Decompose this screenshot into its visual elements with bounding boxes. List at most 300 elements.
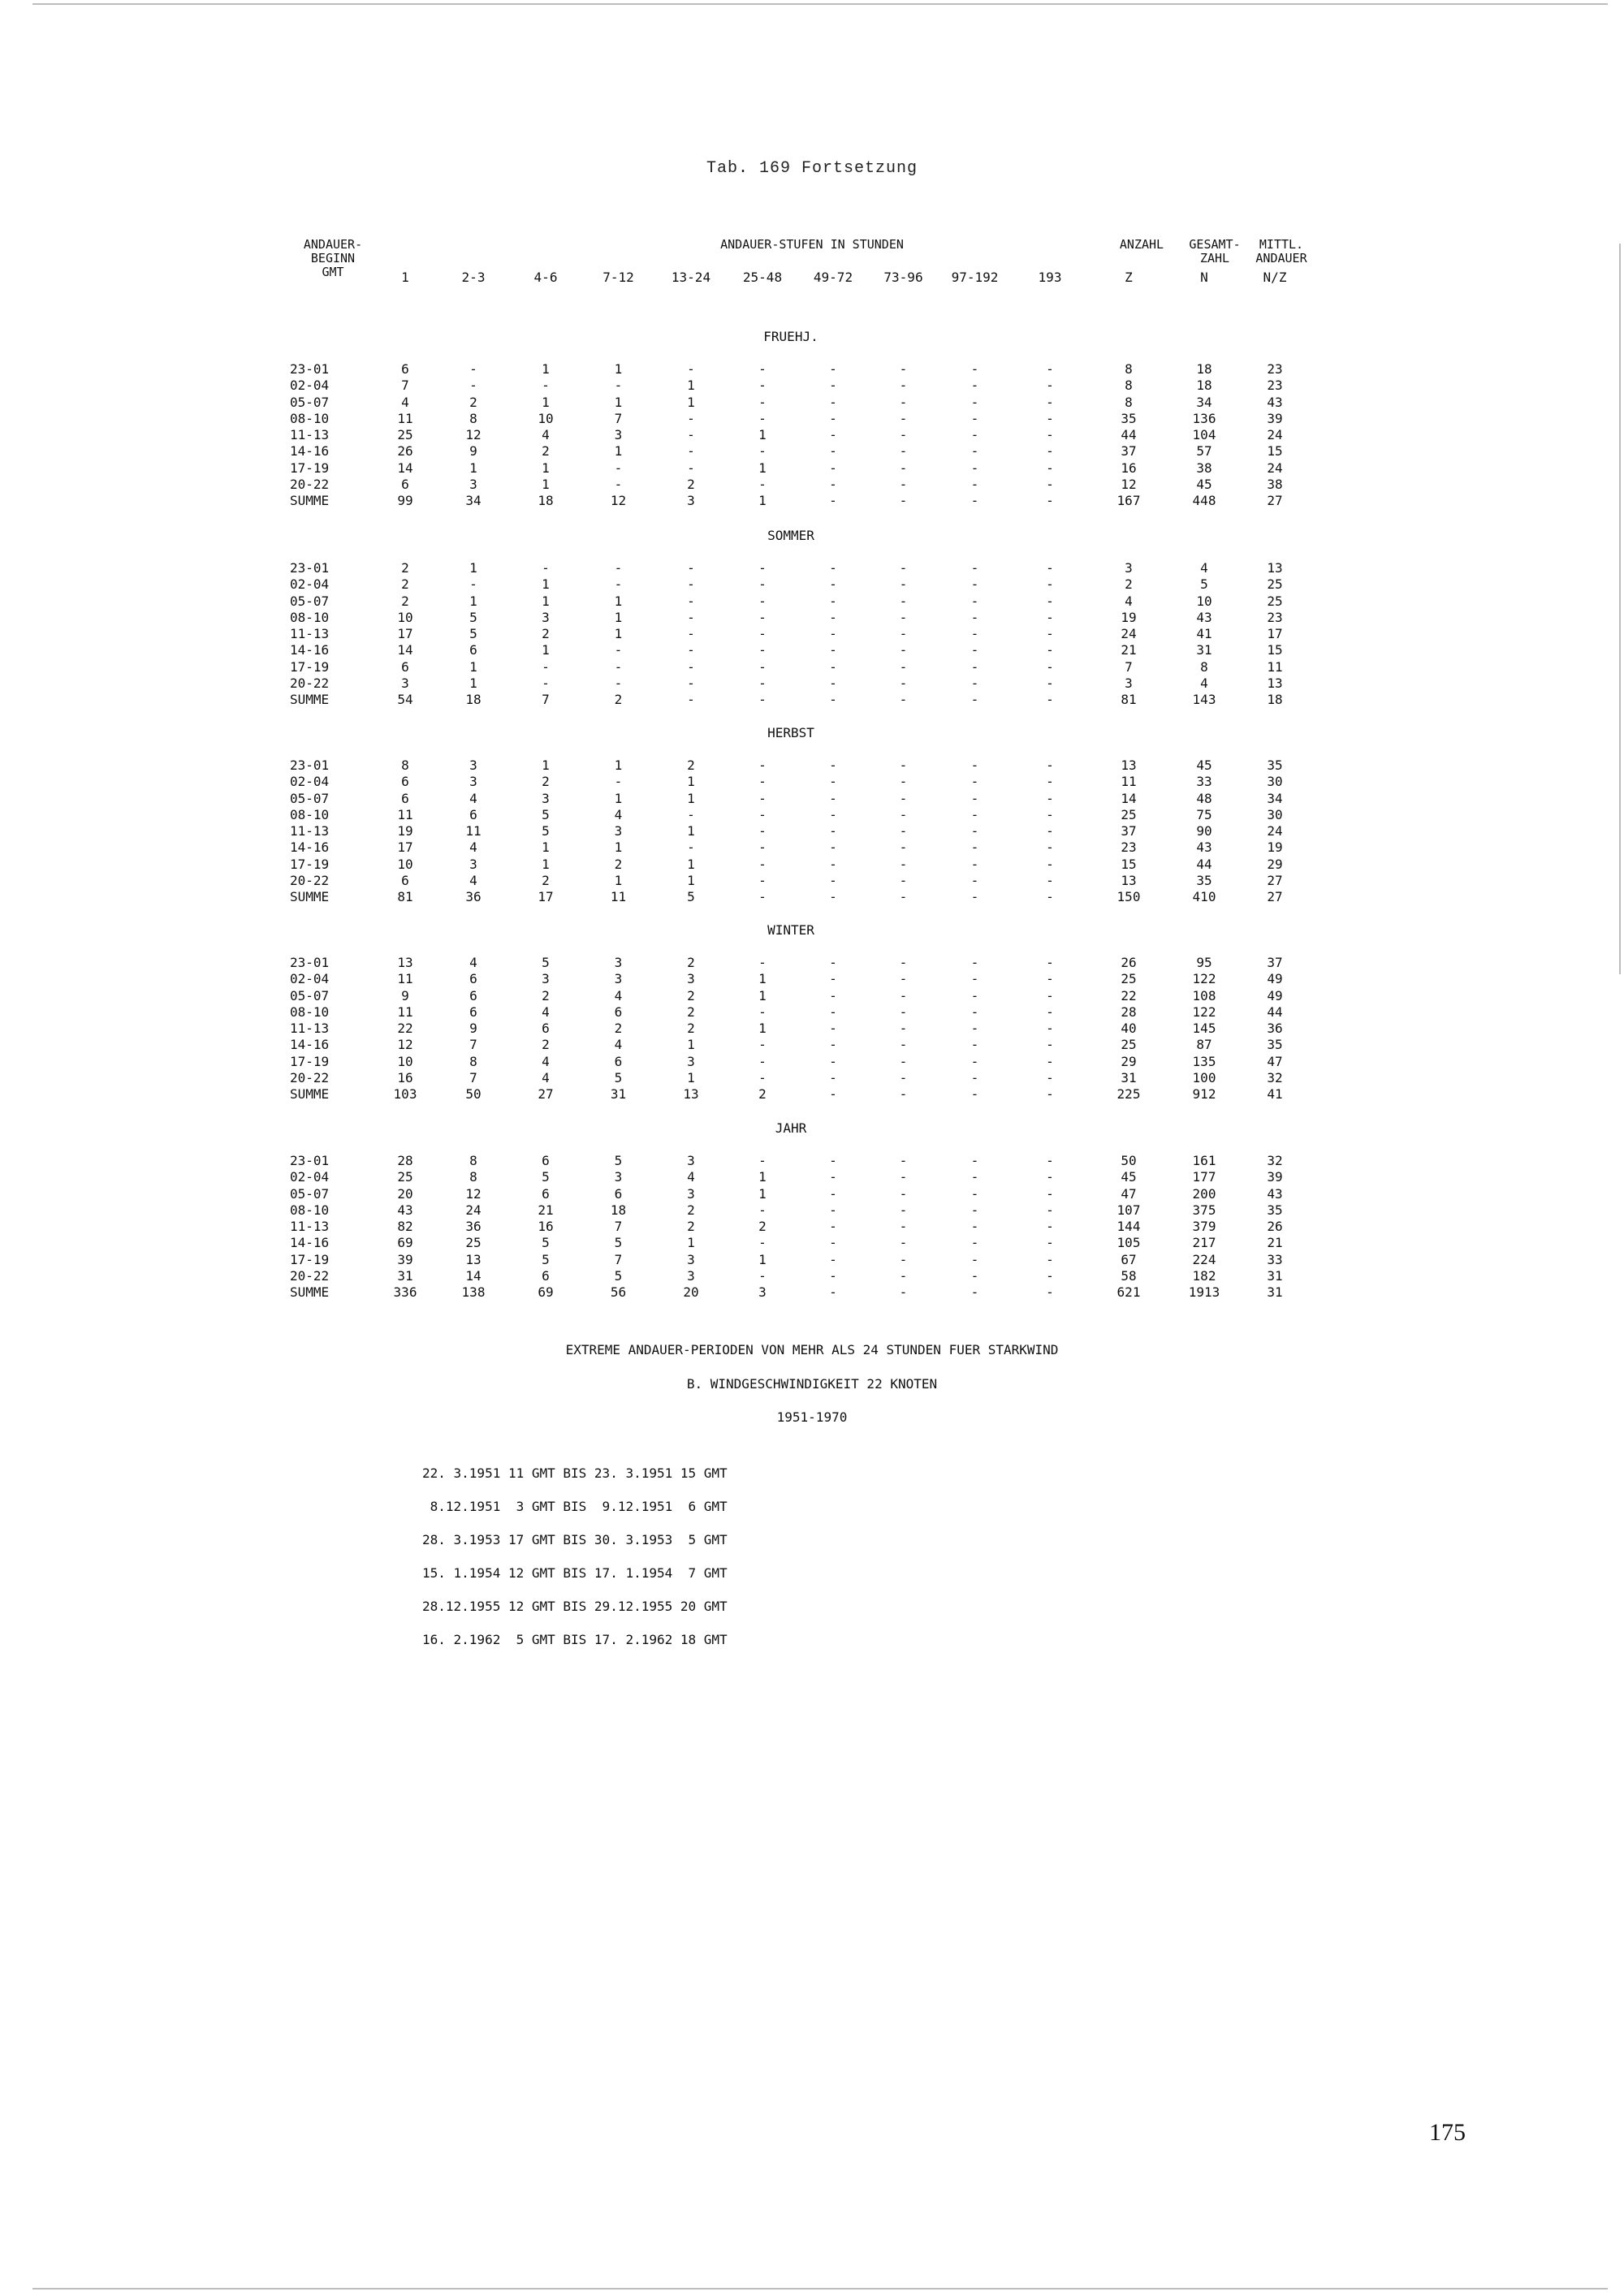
table-cell: 90 xyxy=(1196,823,1212,839)
table-cell: - xyxy=(899,1202,908,1218)
table-cell: 27 xyxy=(538,1086,554,1103)
table-cell: - xyxy=(970,1268,979,1284)
table-cell: 10 xyxy=(397,856,413,872)
table-cell: 135 xyxy=(1192,1053,1216,1069)
table-cell: - xyxy=(1046,410,1054,426)
table-cell: - xyxy=(1046,1003,1054,1020)
table-cell: 43 xyxy=(397,1202,413,1218)
table-cell: 4 xyxy=(469,873,477,889)
table-cell: - xyxy=(970,955,979,970)
table-cell: - xyxy=(829,692,837,708)
table-cell: 6 xyxy=(401,658,409,675)
table-cell: - xyxy=(899,1021,908,1037)
table-cell: - xyxy=(1046,1268,1054,1284)
table-cell: 1 xyxy=(614,361,623,377)
table-cell: 6 xyxy=(469,642,477,658)
sum-row xyxy=(290,1086,1310,1103)
table-cell: - xyxy=(899,560,908,576)
table-cell: - xyxy=(899,361,908,377)
table-cell: 37 xyxy=(1267,955,1283,970)
page-number: 175 xyxy=(1429,2119,1466,2146)
table-cell: - xyxy=(614,774,623,790)
table-cell: 4 xyxy=(469,955,477,970)
table-cell: 4 xyxy=(542,1003,550,1020)
table-cell: 11 xyxy=(465,823,482,839)
row-time-label: 20-22 xyxy=(290,477,330,493)
table-cell: 25 xyxy=(1121,971,1137,987)
table-cell: - xyxy=(542,675,550,692)
table-cell: - xyxy=(970,987,979,1003)
table-cell: 32 xyxy=(1267,1070,1283,1086)
table-cell: 21 xyxy=(538,1202,554,1218)
table-row xyxy=(290,971,1310,987)
table-cell: - xyxy=(758,1070,767,1086)
table-cell: 3 xyxy=(469,774,477,790)
table-cell: - xyxy=(1046,593,1054,609)
table-cell: 24 xyxy=(1267,823,1283,839)
table-cell: 25 xyxy=(1267,576,1283,593)
table-cell: - xyxy=(829,658,837,675)
table-cell: 2 xyxy=(542,443,550,460)
table-cell: 37 xyxy=(1121,443,1137,460)
sum-row xyxy=(290,1284,1310,1301)
table-cell: 375 xyxy=(1192,1202,1216,1218)
table-row xyxy=(290,642,1310,658)
table-cell: - xyxy=(1046,1053,1054,1069)
table-cell: - xyxy=(899,410,908,426)
table-cell: - xyxy=(829,1086,837,1103)
table-cell: - xyxy=(970,1070,979,1086)
table-cell: - xyxy=(758,593,767,609)
table-cell: 2 xyxy=(687,757,695,773)
table-cell: - xyxy=(829,823,837,839)
table-cell: - xyxy=(829,1021,837,1037)
table-cell: - xyxy=(899,609,908,625)
table-cell: 6 xyxy=(614,1053,623,1069)
table-cell: 16 xyxy=(1121,460,1137,476)
table-cell: - xyxy=(970,971,979,987)
table-cell: 69 xyxy=(538,1284,554,1301)
period-row: 28. 3.1953 17 GMT BIS 30. 3.1953 5 GMT xyxy=(422,1532,728,1547)
table-cell: 5 xyxy=(614,1235,623,1251)
table-cell: - xyxy=(899,692,908,708)
table-cell: 35 xyxy=(1267,757,1283,773)
table-cell: - xyxy=(899,626,908,642)
table-cell: 39 xyxy=(1267,410,1283,426)
table-cell: 44 xyxy=(1267,1003,1283,1020)
table-cell: 5 xyxy=(469,609,477,625)
table-cell: 1 xyxy=(542,394,550,410)
row-time-label: 02-04 xyxy=(290,1169,330,1185)
table-cell: 1 xyxy=(687,790,695,806)
table-cell: - xyxy=(687,626,695,642)
table-cell: - xyxy=(829,460,837,476)
table-cell: - xyxy=(1046,987,1054,1003)
table-cell: - xyxy=(687,642,695,658)
table-cell: 2 xyxy=(401,560,409,576)
table-cell: 410 xyxy=(1192,889,1216,905)
table-row xyxy=(290,560,1310,576)
table-cell: 15 xyxy=(1121,856,1137,872)
header-mean-title: MITTL. xyxy=(1259,237,1304,252)
table-cell: 108 xyxy=(1192,987,1216,1003)
table-cell: - xyxy=(899,856,908,872)
table-cell: - xyxy=(1046,427,1054,443)
table-cell: - xyxy=(1046,692,1054,708)
table-cell: 4 xyxy=(542,1053,550,1069)
table-cell: - xyxy=(899,1219,908,1235)
table-row xyxy=(290,395,1310,411)
table-cell: - xyxy=(614,560,623,576)
table-cell: 1 xyxy=(687,873,695,889)
table-cell: - xyxy=(970,806,979,822)
table-cell: 200 xyxy=(1192,1185,1216,1202)
row-time-label: 17-19 xyxy=(290,460,330,476)
table-cell: 3 xyxy=(1125,675,1133,692)
row-time-label: 14-16 xyxy=(290,642,330,658)
table-row xyxy=(290,823,1310,839)
table-cell: 17 xyxy=(397,839,413,856)
table-cell: 27 xyxy=(1267,493,1283,509)
row-time-label: 11-13 xyxy=(290,427,330,443)
table-cell: 1913 xyxy=(1188,1284,1220,1301)
table-cell: - xyxy=(829,576,837,593)
table-cell: 12 xyxy=(397,1037,413,1053)
row-time-label: 11-13 xyxy=(290,1219,330,1235)
table-cell: 19 xyxy=(397,823,413,839)
table-cell: - xyxy=(758,675,767,692)
row-time-label: 11-13 xyxy=(290,626,330,642)
table-cell: 177 xyxy=(1192,1169,1216,1185)
extreme-period-list xyxy=(422,1457,728,1656)
table-cell: 3 xyxy=(469,856,477,872)
header-total-title-2: ZAHL xyxy=(1199,251,1230,265)
table-cell: 23 xyxy=(1267,609,1283,625)
table-cell: - xyxy=(899,460,908,476)
table-cell: 3 xyxy=(687,493,695,509)
table-row xyxy=(290,1037,1310,1053)
header-count-sub: Z xyxy=(1125,270,1133,285)
header-col-7-12: 7-12 xyxy=(603,270,634,285)
row-time-label: 20-22 xyxy=(290,1268,330,1284)
row-time-label: 08-10 xyxy=(290,806,330,822)
table-cell: - xyxy=(614,460,623,476)
table-cell: 16 xyxy=(397,1070,413,1086)
table-row xyxy=(290,791,1310,807)
table-row xyxy=(290,1169,1310,1185)
table-cell: 29 xyxy=(1121,1053,1137,1069)
table-cell: - xyxy=(614,378,623,394)
header-col-73-96: 73-96 xyxy=(883,270,923,285)
table-cell: 47 xyxy=(1267,1053,1283,1069)
table-cell: 8 xyxy=(469,1169,477,1185)
table-cell: - xyxy=(758,757,767,773)
table-cell: 18 xyxy=(1196,378,1212,394)
table-cell: 2 xyxy=(687,1219,695,1235)
table-cell: 3 xyxy=(614,823,623,839)
table-cell: 6 xyxy=(542,1153,550,1168)
table-cell: - xyxy=(899,757,908,773)
table-cell: - xyxy=(970,774,979,790)
table-cell: 12 xyxy=(465,1185,482,1202)
table-cell: - xyxy=(469,361,477,377)
table-cell: 13 xyxy=(397,955,413,970)
table-cell: 2 xyxy=(542,1037,550,1053)
table-row xyxy=(290,477,1310,493)
table-cell: 9 xyxy=(469,1021,477,1037)
table-cell: 18 xyxy=(465,692,482,708)
table-cell: - xyxy=(1046,477,1054,493)
table-cell: - xyxy=(829,1169,837,1185)
table-cell: - xyxy=(687,361,695,377)
table-cell: - xyxy=(758,806,767,822)
table-cell: 2 xyxy=(614,1021,623,1037)
table-cell: 6 xyxy=(401,790,409,806)
table-cell: 1 xyxy=(758,493,767,509)
row-time-label: 05-07 xyxy=(290,1185,330,1202)
table-cell: 6 xyxy=(614,1003,623,1020)
table-cell: - xyxy=(758,609,767,625)
table-cell: 69 xyxy=(397,1235,413,1251)
table-cell: - xyxy=(970,889,979,905)
table-cell: - xyxy=(1046,955,1054,970)
table-cell: 2 xyxy=(614,856,623,872)
table-cell: 13 xyxy=(1121,873,1137,889)
table-cell: - xyxy=(899,971,908,987)
sum-row xyxy=(290,493,1310,509)
table-cell: 1 xyxy=(758,1251,767,1267)
row-time-label: 17-19 xyxy=(290,658,330,675)
table-cell: 1 xyxy=(469,658,477,675)
table-cell: - xyxy=(829,955,837,970)
table-cell: - xyxy=(829,626,837,642)
table-cell: - xyxy=(970,560,979,576)
table-cell: 29 xyxy=(1267,856,1283,872)
table-cell: 14 xyxy=(397,642,413,658)
table-cell: - xyxy=(970,642,979,658)
table-cell: - xyxy=(829,477,837,493)
table-cell: - xyxy=(1046,774,1054,790)
table-row xyxy=(290,460,1310,477)
table-cell: - xyxy=(970,658,979,675)
table-row xyxy=(290,626,1310,642)
table-cell: 1 xyxy=(614,593,623,609)
row-time-label: 02-04 xyxy=(290,774,330,790)
row-time-label: SUMME xyxy=(290,1284,330,1301)
table-cell: 4 xyxy=(1200,675,1208,692)
period-row: 16. 2.1962 5 GMT BIS 17. 2.1962 18 GMT xyxy=(422,1632,728,1647)
table-cell: 3 xyxy=(758,1284,767,1301)
table-cell: 5 xyxy=(469,626,477,642)
table-cell: 2 xyxy=(758,1219,767,1235)
table-cell: - xyxy=(614,658,623,675)
row-time-label: 23-01 xyxy=(290,955,330,970)
header-col-193: 193 xyxy=(1038,270,1062,285)
table-cell: 8 xyxy=(1125,361,1133,377)
table-cell: 43 xyxy=(1267,394,1283,410)
table-cell: 31 xyxy=(1267,1268,1283,1284)
table-cell: 40 xyxy=(1121,1021,1137,1037)
table-cell: 4 xyxy=(614,987,623,1003)
season-table xyxy=(290,560,1310,709)
table-cell: 95 xyxy=(1196,955,1212,970)
table-cell: 44 xyxy=(1196,856,1212,872)
table-cell: 31 xyxy=(1196,642,1212,658)
table-cell: 4 xyxy=(542,427,550,443)
table-cell: - xyxy=(1046,378,1054,394)
table-cell: - xyxy=(899,889,908,905)
table-cell: - xyxy=(970,1003,979,1020)
table-cell: - xyxy=(614,675,623,692)
table-cell: - xyxy=(829,378,837,394)
table-cell: 1 xyxy=(758,1169,767,1185)
row-time-label: 02-04 xyxy=(290,971,330,987)
table-cell: 5 xyxy=(542,955,550,970)
table-cell: 5 xyxy=(542,823,550,839)
table-cell: - xyxy=(970,1251,979,1267)
table-cell: - xyxy=(687,443,695,460)
table-cell: - xyxy=(970,427,979,443)
table-cell: - xyxy=(899,1003,908,1020)
table-cell: - xyxy=(970,1053,979,1069)
table-cell: 49 xyxy=(1267,987,1283,1003)
table-cell: - xyxy=(758,1153,767,1168)
table-row xyxy=(290,955,1310,971)
table-cell: 6 xyxy=(542,1021,550,1037)
table-cell: 2 xyxy=(542,987,550,1003)
table-cell: 10 xyxy=(1196,593,1212,609)
table-cell: 15 xyxy=(1267,642,1283,658)
table-cell: 26 xyxy=(1267,1219,1283,1235)
table-cell: 1 xyxy=(758,427,767,443)
table-cell: - xyxy=(899,477,908,493)
row-time-label: SUMME xyxy=(290,1086,330,1103)
table-cell: - xyxy=(829,1003,837,1020)
header-mean-title-2: ANDAUER xyxy=(1255,251,1307,265)
table-cell: 2 xyxy=(758,1086,767,1103)
table-row xyxy=(290,774,1310,790)
table-cell: - xyxy=(899,443,908,460)
table-cell: - xyxy=(970,378,979,394)
table-cell: - xyxy=(758,1003,767,1020)
table-cell: - xyxy=(970,1185,979,1202)
row-time-label: 23-01 xyxy=(290,560,330,576)
table-cell: - xyxy=(829,394,837,410)
table-cell: 1 xyxy=(542,642,550,658)
row-time-label: 14-16 xyxy=(290,1037,330,1053)
header-row-label-line-2: BEGINN xyxy=(310,251,356,265)
table-cell: - xyxy=(829,774,837,790)
header-total-sub: N xyxy=(1200,270,1208,285)
table-cell: - xyxy=(758,823,767,839)
table-cell: 1 xyxy=(469,675,477,692)
row-time-label: 05-07 xyxy=(290,790,330,806)
table-cell: - xyxy=(829,675,837,692)
table-cell: 1 xyxy=(687,1235,695,1251)
period-row: 28.12.1955 12 GMT BIS 29.12.1955 20 GMT xyxy=(422,1599,728,1614)
table-cell: - xyxy=(687,658,695,675)
table-cell: - xyxy=(970,1021,979,1037)
table-row xyxy=(290,659,1310,675)
table-cell: 45 xyxy=(1196,757,1212,773)
season-table xyxy=(290,361,1310,510)
table-cell: 2 xyxy=(687,1003,695,1020)
table-cell: 30 xyxy=(1267,774,1283,790)
table-cell: 18 xyxy=(538,493,554,509)
table-cell: 3 xyxy=(687,1251,695,1267)
table-cell: 24 xyxy=(1267,460,1283,476)
table-cell: - xyxy=(829,642,837,658)
table-cell: 379 xyxy=(1192,1219,1216,1235)
table-cell: - xyxy=(1046,823,1054,839)
table-cell: 47 xyxy=(1121,1185,1137,1202)
table-cell: 20 xyxy=(397,1185,413,1202)
table-cell: - xyxy=(829,971,837,987)
table-cell: 17 xyxy=(538,889,554,905)
table-cell: 7 xyxy=(1125,658,1133,675)
table-cell: - xyxy=(899,493,908,509)
table-cell: 13 xyxy=(1121,757,1137,773)
table-cell: - xyxy=(1046,971,1054,987)
table-cell: - xyxy=(1046,1037,1054,1053)
table-row xyxy=(290,1004,1310,1021)
table-cell: 3 xyxy=(542,971,550,987)
table-cell: 30 xyxy=(1267,806,1283,822)
table-cell: 7 xyxy=(469,1037,477,1053)
table-cell: - xyxy=(899,1153,908,1168)
table-cell: 37 xyxy=(1121,823,1137,839)
table-cell: - xyxy=(829,1284,837,1301)
table-cell: 4 xyxy=(1200,560,1208,576)
table-cell: 23 xyxy=(1267,361,1283,377)
table-cell: 87 xyxy=(1196,1037,1212,1053)
table-cell: - xyxy=(829,493,837,509)
table-cell: - xyxy=(899,378,908,394)
table-cell: - xyxy=(614,477,623,493)
table-cell: - xyxy=(899,1268,908,1284)
table-cell: - xyxy=(758,955,767,970)
header-col-97-192: 97-192 xyxy=(951,270,999,285)
table-cell: - xyxy=(970,1037,979,1053)
table-cell: 5 xyxy=(542,1235,550,1251)
table-cell: 7 xyxy=(401,378,409,394)
table-cell: - xyxy=(758,576,767,593)
table-cell: - xyxy=(758,774,767,790)
table-cell: 12 xyxy=(465,427,482,443)
table-cell: 11 xyxy=(397,1003,413,1020)
season-table xyxy=(290,757,1310,906)
table-cell: 34 xyxy=(1196,394,1212,410)
table-cell: 6 xyxy=(542,1268,550,1284)
table-cell: - xyxy=(899,806,908,822)
table-cell: 1 xyxy=(542,593,550,609)
table-cell: 11 xyxy=(397,410,413,426)
table-cell: 12 xyxy=(610,493,627,509)
table-cell: - xyxy=(1046,757,1054,773)
table-cell: 7 xyxy=(542,692,550,708)
table-cell: - xyxy=(1046,394,1054,410)
table-cell: 3 xyxy=(687,1268,695,1284)
row-time-label: 23-01 xyxy=(290,757,330,773)
scan-edge-bottom xyxy=(32,2288,1608,2290)
table-cell: - xyxy=(970,757,979,773)
scan-edge-top xyxy=(32,3,1608,5)
table-cell: 6 xyxy=(469,987,477,1003)
table-cell: 1 xyxy=(542,477,550,493)
table-cell: 18 xyxy=(1267,692,1283,708)
table-cell: 35 xyxy=(1196,873,1212,889)
table-cell: - xyxy=(1046,1070,1054,1086)
